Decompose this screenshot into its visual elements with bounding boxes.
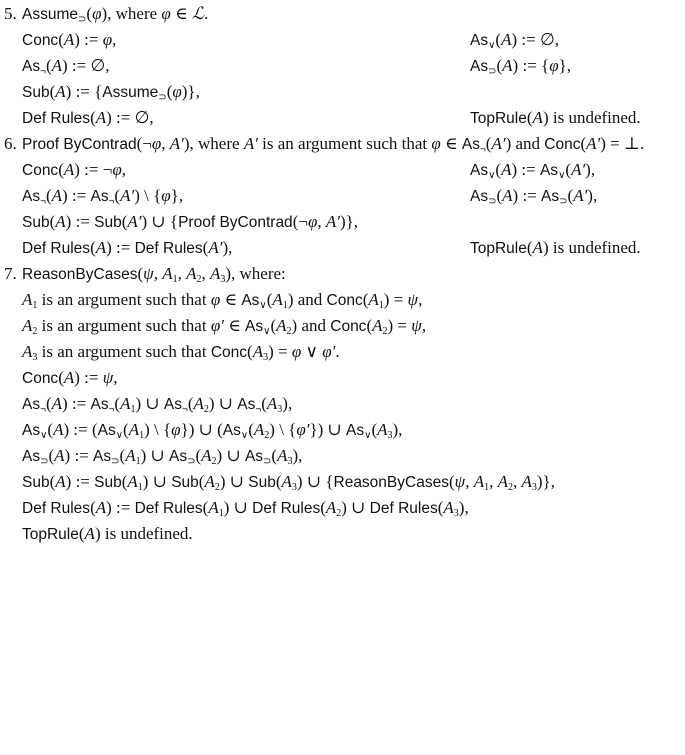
condition-a3: $A_3$ is an argument such that $Conc(A_3) = \varphi$ ∨ φ′. (22, 342, 340, 363)
def-as-or: $As_\vee(A)$ := ∅, (470, 30, 560, 51)
item-number: 5. (4, 4, 17, 23)
def-sub: Sub(A) := Sub(A′) ∪ {Proof ByContrad(¬φ, A′)}, (22, 212, 359, 231)
condition-a1: $A_1$ is an argument such that φ ∈ $As_\vee(A_1)$ and $Conc(A_1) = \psi$, (22, 290, 423, 311)
def-toprule: TopRule(A) is undefined. (22, 524, 193, 543)
item-number: 6. (4, 134, 17, 153)
item-header-text: Assume$_⊃$(φ), where φ ∈ ℒ. (22, 4, 209, 25)
condition-a2: $A_2$ is an argument such that φ′ ∈ $As_\vee(A_2)$ and $Conc(A_2) = \psi$, (22, 316, 427, 337)
def-conc: Conc(A) := ψ, (22, 368, 118, 387)
def-as-impl: $As_⊃(A)$ := {φ}, (470, 56, 572, 77)
item-header-text: ReasonByCases(ψ, $A_1$, $A_2$, $A_3$), where: (22, 264, 286, 285)
def-as-neg: $As_\neg(A)$ := $As_\neg(A')$ \ {φ}, (22, 186, 184, 207)
def-as-impl: $As_⊃(A)$ := $As_⊃(A_1)$ ∪ $As_⊃(A_2)$ ∪ $As_⊃(A_3)$, (22, 446, 303, 467)
def-conc: Conc(A) := ¬φ, (22, 160, 126, 179)
def-toprule: TopRule(A) is undefined. (470, 108, 641, 127)
def-toprule: TopRule(A) is undefined. (470, 238, 641, 257)
def-as-neg: $As_\neg(A)$ := $As_\neg(A_1)$ ∪ $As_\neg(A_2)$ ∪ $As_\neg(A_3)$, (22, 394, 293, 415)
def-as-impl: $As_⊃(A)$ := $As_⊃(A')$, (470, 186, 598, 207)
def-defrules: Def Rules(A) := Def $Rules(A_1)$ ∪ Def $Rules(A_2)$ ∪ Def $Rules(A_3)$, (22, 498, 469, 519)
def-as-neg: $As_\neg(A)$ := ∅, (22, 56, 110, 77)
def-sub: Sub(A) := $Sub(A_1)$ ∪ $Sub(A_2)$ ∪ $Sub(A_3)$ ∪ {ReasonByCases(ψ, $A_1$, $A_2$, $A_3$)}, (22, 472, 555, 493)
def-as-or: $As_\vee(A)$ := $As_\vee(A')$, (470, 160, 596, 181)
item-number: 7. (4, 264, 17, 283)
item-header-text: Proof ByContrad(¬φ, A′), where A′ is an argument such that φ ∈ $As_\neg(A')$ and Conc(A′) = ⊥. (22, 134, 645, 155)
def-sub: Sub(A) := {Assume$_⊃$(φ)}, (22, 82, 200, 103)
def-defrules: Def Rules(A) := ∅, (22, 108, 154, 127)
def-conc: Conc(A) := φ, (22, 30, 117, 49)
def-as-or: $As_\vee(A)$ := ($As_\vee(A_1)$ \ {φ}) ∪ ($As_\vee(A_2)$ \ {φ′}) ∪ $As_\vee(A_3)$, (22, 420, 403, 441)
def-defrules: Def Rules(A) := Def Rules(A′), (22, 238, 233, 257)
